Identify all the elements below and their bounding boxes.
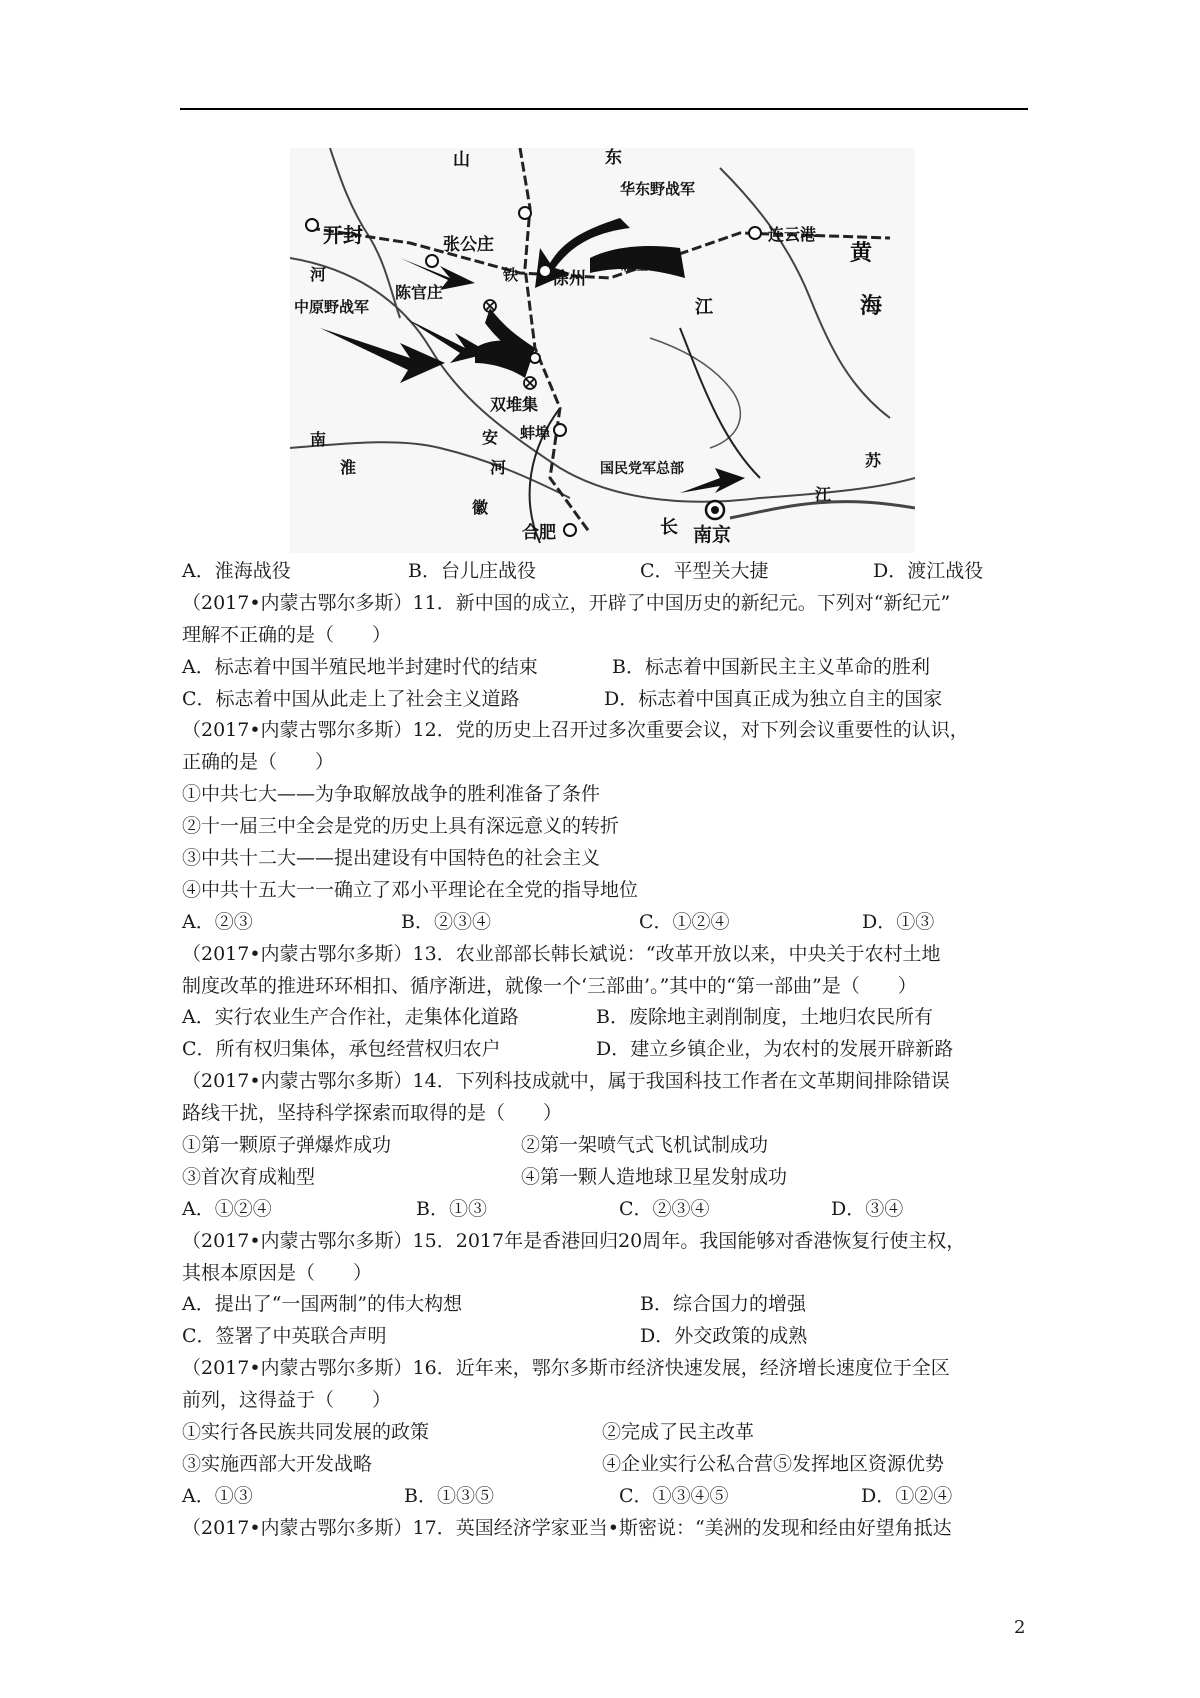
map-label-xuzhou: 徐州 — [552, 269, 586, 289]
q16-stem-line1: （2017•内蒙古鄂尔多斯）16．近年来，鄂尔多斯市经济快速发展，经济增长速度位于全区 — [182, 1357, 950, 1380]
city-hefei-marker — [564, 524, 576, 536]
q16-option-a: A．①③ — [182, 1484, 253, 1507]
city-xuzhou-marker — [539, 265, 551, 277]
header-rule — [180, 108, 1028, 110]
q11-stem-line1: （2017•内蒙古鄂尔多斯）11．新中国的成立，开辟了中国历史的新纪元。下列对“新纪元” — [182, 591, 951, 614]
map-label-gmd-hq: 国民党军总部 — [600, 461, 684, 477]
q11-stem-line2: 理解不正确的是（ ） — [182, 623, 392, 646]
map-label-chenguanzhuang: 陈官庄 — [395, 283, 444, 302]
map-label-zhanggongzhuang: 张公庄 — [443, 235, 494, 255]
city-bengbu-marker — [554, 424, 566, 436]
map-label-hai: 海 — [860, 294, 883, 319]
city-nanjing-dot — [711, 506, 719, 514]
question-content — [182, 556, 1022, 1545]
q16-items-row2 — [182, 1449, 1022, 1481]
city-zhanggongzhuang-marker — [426, 255, 438, 267]
page-number: 2 — [1014, 1617, 1026, 1638]
map-label-nan: 南 — [310, 430, 327, 449]
q14-option-d: D．③④ — [831, 1197, 904, 1220]
q11-option-a: A．标志着中国半殖民地半封建时代的结束 — [182, 655, 538, 678]
q16-option-c: C．①③④⑤ — [619, 1484, 729, 1507]
q12-item-2: ②十一届三中全会是党的历史上具有深远意义的转折 — [182, 815, 620, 838]
q13-option-b: B．废除地主剥削制度，土地归农民所有 — [596, 1006, 933, 1029]
q16-item-4: ④企业实行公私合营⑤发挥地区资源优势 — [602, 1452, 945, 1475]
map-label-dong: 东 — [605, 148, 622, 168]
map-label-shan: 山 — [453, 150, 470, 170]
q12-option-b: B．②③④ — [401, 910, 491, 933]
q14-options — [182, 1194, 1022, 1226]
huaihai-campaign-map — [290, 148, 915, 553]
q16-option-d: D．①②④ — [861, 1484, 953, 1507]
map-label-he2: 河 — [490, 458, 507, 477]
city-north-marker — [519, 207, 531, 219]
q14-option-b: B．①③ — [416, 1197, 487, 1220]
q15-option-d: D．外交政策的成熟 — [640, 1325, 808, 1348]
map-label-su: 苏 — [865, 451, 882, 470]
q15-option-b: B．综合国力的增强 — [640, 1293, 806, 1316]
q13-option-a: A．实行农业生产合作社，走集体化道路 — [182, 1006, 519, 1029]
q10-option-d: D．渡江战役 — [873, 560, 984, 582]
q12-item-4: ④中共十五大一一确立了邓小平理论在全党的指导地位 — [182, 878, 639, 901]
q16-item-2: ②完成了民主改革 — [602, 1421, 755, 1444]
map-label-he: 河 — [310, 265, 327, 284]
q11-option-c: C．标志着中国从此走上了社会主义道路 — [182, 687, 520, 710]
q15-options-row2 — [182, 1321, 1022, 1353]
q10-option-c: C．平型关大捷 — [640, 560, 769, 582]
q14-items-row1 — [182, 1130, 1022, 1162]
map-label-bengbu: 蚌埠 — [520, 424, 551, 442]
q14-item-3: ③首次育成籼型 — [182, 1165, 316, 1188]
q11-option-b: B．标志着中国新民主主义革命的胜利 — [612, 655, 930, 678]
map-label-nianzhuang: 碾庄 — [620, 258, 648, 274]
q16-items-row1 — [182, 1417, 1022, 1449]
q16-options — [182, 1481, 1022, 1513]
q11-options-row2 — [182, 684, 1022, 716]
q14-item-1: ①第一颗原子弹爆炸成功 — [182, 1134, 392, 1157]
q12-option-d: D．①③ — [862, 910, 935, 933]
q12-item-1: ①中共七大——为争取解放战争的胜利准备了条件 — [182, 783, 601, 806]
map-label-jiang: 江 — [695, 297, 713, 318]
map-label-nanjing: 南京 — [693, 524, 732, 546]
q10-options — [182, 556, 1022, 588]
q12-options — [182, 907, 1022, 939]
q16-option-b: B．①③⑤ — [404, 1484, 494, 1507]
q11-options-row1 — [182, 652, 1022, 684]
q10-option-a: A．淮海战役 — [182, 560, 291, 582]
q10-option-b: B．台儿庄战役 — [408, 560, 536, 582]
map-label-shuangduiji: 双堆集 — [490, 395, 539, 414]
q13-stem-line2: 制度改革的推进环环相扣、循序渐进，就像一个‘三部曲’。”其中的“第一部曲”是（ ） — [182, 974, 917, 997]
map-label-chang: 长 — [660, 517, 678, 538]
map-label-lianyungang: 连云港 — [768, 225, 817, 244]
q14-option-a: A．①②④ — [182, 1197, 272, 1220]
map-svg — [290, 148, 915, 553]
q14-stem-line2: 路线干扰，坚持科学探索而取得的是（ ） — [182, 1102, 563, 1125]
q14-option-c: C．②③④ — [619, 1197, 710, 1220]
q11-option-d: D．标志着中国真正成为独立自主的国家 — [604, 687, 943, 710]
q16-stem-line2: 前列，这得益于（ ） — [182, 1389, 392, 1412]
map-label-an: 安 — [482, 428, 499, 447]
map-label-jiang2: 江 — [815, 485, 832, 504]
q15-option-c: C．签署了中英联合声明 — [182, 1325, 387, 1348]
map-label-huadong-army: 华东野战军 — [620, 180, 696, 198]
q13-option-c: C．所有权归集体，承包经营权归农户 — [182, 1038, 501, 1061]
q16-item-1: ①实行各民族共同发展的政策 — [182, 1421, 430, 1444]
q15-option-a: A．提出了“一国两制”的伟大构想 — [182, 1293, 463, 1316]
q13-options-row1 — [182, 1002, 1022, 1034]
q12-option-a: A．②③ — [182, 910, 253, 933]
q14-item-2: ②第一架喷气式飞机试制成功 — [521, 1134, 769, 1157]
q12-option-c: C．①②④ — [639, 910, 730, 933]
map-label-huai: 淮 — [340, 458, 357, 477]
q15-options-row1 — [182, 1289, 1022, 1321]
q13-option-d: D．建立乡镇企业，为农村的发展开辟新路 — [596, 1038, 954, 1061]
map-label-hefei: 合肥 — [522, 523, 556, 543]
map-label-hui: 徽 — [472, 498, 489, 517]
q14-items-row2 — [182, 1162, 1022, 1194]
q13-options-row2 — [182, 1034, 1022, 1066]
city-suxian-marker — [530, 353, 540, 363]
q12-item-3: ③中共十二大——提出建设有中国特色的社会主义 — [182, 847, 601, 870]
q14-stem-line1: （2017•内蒙古鄂尔多斯）14．下列科技成就中，属于我国科技工作者在文革期间排除错误 — [182, 1070, 950, 1093]
q14-item-4: ④第一颗人造地球卫星发射成功 — [521, 1165, 788, 1188]
map-label-kaifeng: 开封 — [323, 223, 363, 247]
q17-stem-line1: （2017•内蒙古鄂尔多斯）17．英国经济学家亚当•斯密说：“美洲的发现和经由好望角抵达 — [182, 1516, 952, 1539]
q15-stem-line1: （2017•内蒙古鄂尔多斯）15．2017年是香港回归20周年。我国能够对香港恢复行使主权， — [182, 1229, 966, 1252]
q16-item-3: ③实施西部大开发战略 — [182, 1452, 373, 1475]
map-label-tie: 铁 — [503, 266, 519, 284]
city-lianyungang-marker — [749, 227, 761, 239]
q15-stem-line2: 其根本原因是（ ） — [182, 1261, 373, 1284]
map-label-zhongyuan-army: 中原野战军 — [294, 298, 370, 316]
q13-stem-line1: （2017•内蒙古鄂尔多斯）13．农业部部长韩长斌说：“改革开放以来，中央关于农村土地 — [182, 942, 941, 965]
map-label-huang: 黄 — [850, 241, 873, 266]
city-kaifeng-marker — [306, 219, 318, 231]
q12-stem-line2: 正确的是（ ） — [182, 751, 335, 774]
q12-stem-line1: （2017•内蒙古鄂尔多斯）12．党的历史上召开过多次重要会议，对下列会议重要性的认识， — [182, 719, 969, 742]
